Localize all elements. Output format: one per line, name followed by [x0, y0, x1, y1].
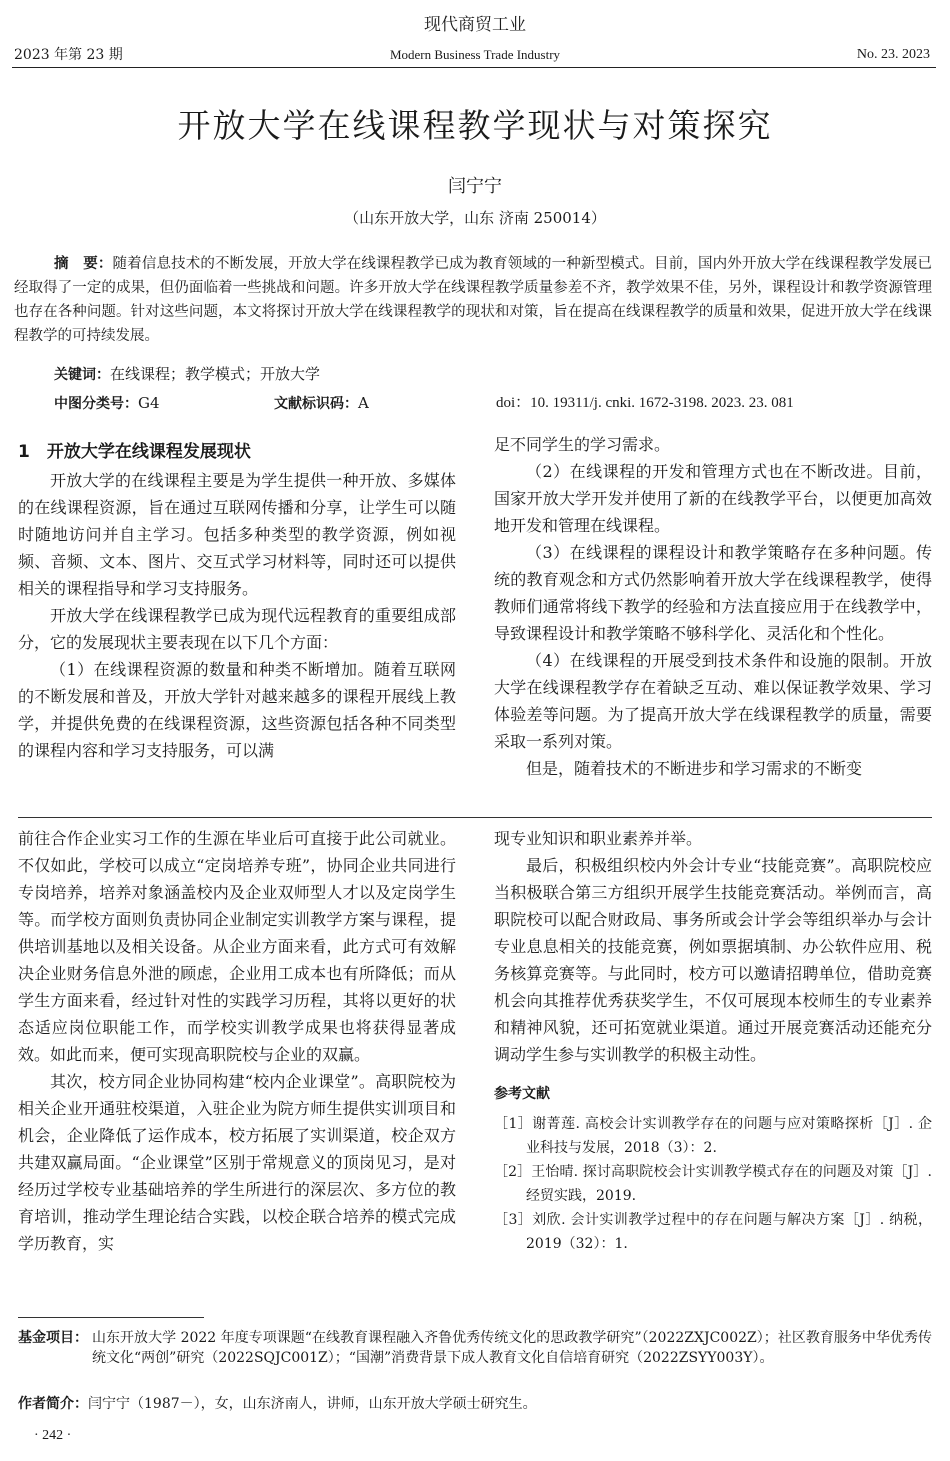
journal-name-en: Modern Business Trade Industry [389, 47, 561, 62]
paragraph: 开放大学的在线课程主要是为学生提供一种开放、多媒体的在线课程资源，旨在通过互联网传播和分享，让学生可以随时随地访问并自主学习。包括多种类型的教学资源，例如视频、音频、文本、图片、交互式学习材料等，同时还可以提供相关的课程指导和学习支持服务。 [18, 471, 456, 598]
paragraph: 最后，积极组织校内外会计专业“技能竞赛”。高职院校应当积极联合第三方组织开展学生技能竞赛活动。举例而言，高职院校可以配合财政局、事务所或会计学会等组织举办与会计专业息息相关的技能竞赛，例如票据填制、办公软件应用、税务核算竞赛等。与此同时，校方可以邀请招聘单位，借助竞赛机会向其推荐优秀获奖学生，不仅可展现本校师生的专业素养和精神风貌，还可拓宽就业渠道。通过开展竞赛活动还能充分调动学生参与实训教学的积极主动性。 [494, 856, 932, 1064]
keywords-text: 在线课程；教学模式；开放大学 [110, 365, 321, 383]
document-code-label: 文献标识码： [274, 396, 358, 412]
keywords-label: 关键词： [54, 367, 110, 383]
paragraph: 其次，校方同企业协同构建“校内企业课堂”。高职院校为相关企业开通驻校渠道，入驻企业为院方师生提供实训项目和机会，企业降低了运作成本，校方拓展了实训渠道，校企双方共建双赢局面。“企业课堂”区别于常规意义的顶岗见习，是对经历过学校专业基础培养的学生所进行的深层次、多方位的教育培训，推动学生理论结合实践，以校企联合培养的模式完成学历教育，实 [18, 1072, 456, 1253]
paragraph: 现专业知识和职业素养并举。 [494, 829, 703, 848]
paragraph: （1）在线课程资源的数量和种类不断增加。随着互联网的不断发展和普及，开放大学针对越来越多的课程开展线上教学，并提供免费的在线课程资源，这些资源包括各种不同类型的课程内容和学习支持服务，可以满 [18, 660, 456, 760]
classification-label: 中图分类号： [54, 396, 138, 412]
header-rule [12, 67, 936, 68]
fund-text: 山东开放大学 2022 年度专项课题“在线教育课程融入齐鲁优秀传统文化的思政教学研究”（2022ZXJC002Z）；社区教育服务中华优秀传统文化“两创”研究（2022SQJC001Z）；“国潮”消费背景下成人教育文化自信培育研究（2022ZSYY003Y）。 [92, 1330, 932, 1366]
abstract-label: 摘 要： [54, 256, 113, 272]
issue-label-cn: 2023 年第 23 期 [14, 47, 123, 63]
abstract-text: 随着信息技术的不断发展，开放大学在线课程教学已成为教育领域的一种新型模式。目前，国内外开放大学在线课程教学发展已经取得了一定的成果，但仍面临着一些挑战和问题。许多开放大学在线课程教学质量参差不齐，教学效果不佳，另外，课程设计和教学资源管理也存在各种问题。针对这些问题，本文将探讨开放大学在线课程教学的现状和对策，旨在提高在线课程教学的质量和效果，促进开放大学在线课程教学的可持续发展。 [14, 256, 932, 344]
journal-name-cn: 现代商贸工业 [424, 15, 526, 35]
document-code [274, 391, 369, 416]
page-number: · 242 · [34, 1428, 72, 1443]
section-divider [18, 817, 932, 818]
lower-right-column [494, 825, 932, 1256]
author-bio [18, 1394, 932, 1414]
paragraph: 足不同学生的学习需求。 [494, 435, 671, 454]
references-heading: 参考文献 [494, 1086, 550, 1102]
article-author: 闫宁宁 [448, 176, 502, 197]
classification [54, 391, 160, 416]
fund-note [18, 1328, 932, 1368]
author-bio-text: 闫宁宁（1987－），女，山东济南人，讲师，山东开放大学硕士研究生。 [88, 1396, 537, 1412]
classification-code: G4 [138, 394, 160, 412]
fund-label: 基金项目： [18, 1330, 88, 1346]
doi: doi：10. 19311/j. cnki. 1672-3198. 2023. 23. 081 [496, 395, 794, 411]
reference-item: ［1］谢菁莲. 高校会计实训教学存在的问题与应对策略探析［J］. 企业科技与发展，2018（3）：2. [494, 1116, 932, 1156]
issue-label-en: No. 23. 2023 [856, 47, 930, 62]
article-title: 开放大学在线课程教学现状与对策探究 [177, 106, 773, 145]
upper-right-column [494, 431, 932, 782]
paragraph: （2）在线课程的开发和管理方式也在不断改进。目前，国家开放大学开发并使用了新的在线教学平台，以便更加高效地开发和管理在线课程。 [494, 462, 932, 535]
keywords [54, 362, 320, 387]
author-bio-label: 作者简介： [18, 1396, 88, 1412]
lower-left-column [18, 825, 456, 1257]
document-code-value: A [358, 394, 369, 412]
footnote-rule [18, 1317, 204, 1318]
reference-item: ［2］王怡晴. 探讨高职院校会计实训教学模式存在的问题及对策［J］. 经贸实践，2019. [494, 1164, 932, 1204]
section-heading: 1 开放大学在线课程发展现状 [18, 442, 251, 462]
reference-item: ［3］刘欣. 会计实训教学过程中的存在问题与解决方案［J］. 纳税，2019（32）：1. [494, 1212, 932, 1252]
upper-left-column [18, 437, 456, 764]
paragraph: 开放大学在线课程教学已成为现代远程教育的重要组成部分，它的发展现状主要表现在以下几个方面： [18, 606, 456, 652]
paragraph: （3）在线课程的课程设计和教学策略存在多种问题。传统的教育观念和方式仍然影响着开放大学在线课程教学，使得教师们通常将线下教学的经验和方法直接应用于在线教学中，导致课程设计和教学策略不够科学化、灵活化和个性化。 [494, 543, 932, 643]
reference-list [494, 1112, 932, 1256]
paragraph: （4）在线课程的开展受到技术条件和设施的限制。开放大学在线课程教学存在着缺乏互动、难以保证教学效果、学习体验差等问题。为了提高开放大学在线课程教学的质量，需要采取一系列对策。 [494, 651, 932, 751]
abstract [14, 252, 932, 348]
author-affiliation: （山东开放大学，山东 济南 250014） [344, 209, 606, 227]
paragraph: 前往合作企业实习工作的生源在毕业后可直接于此公司就业。不仅如此，学校可以成立“定岗培养专班”，协同企业共同进行专岗培养，培养对象涵盖校内及企业双师型人才以及定岗学生等。而学校方面则负责协同企业制定实训教学方案与课程，提供培训基地以及相关设备。从企业方面来看，此方式可有效解决企业财务信息外泄的顾虑，企业用工成本也有所降低；而从学生方面来看，经过针对性的实践学习历程，其将以更好的状态适应岗位职能工作，而学校实训教学成果也将获得显著成效。如此而来，便可实现高职院校与企业的双赢。 [18, 829, 456, 1064]
paragraph: 但是，随着技术的不断进步和学习需求的不断变 [526, 759, 863, 778]
